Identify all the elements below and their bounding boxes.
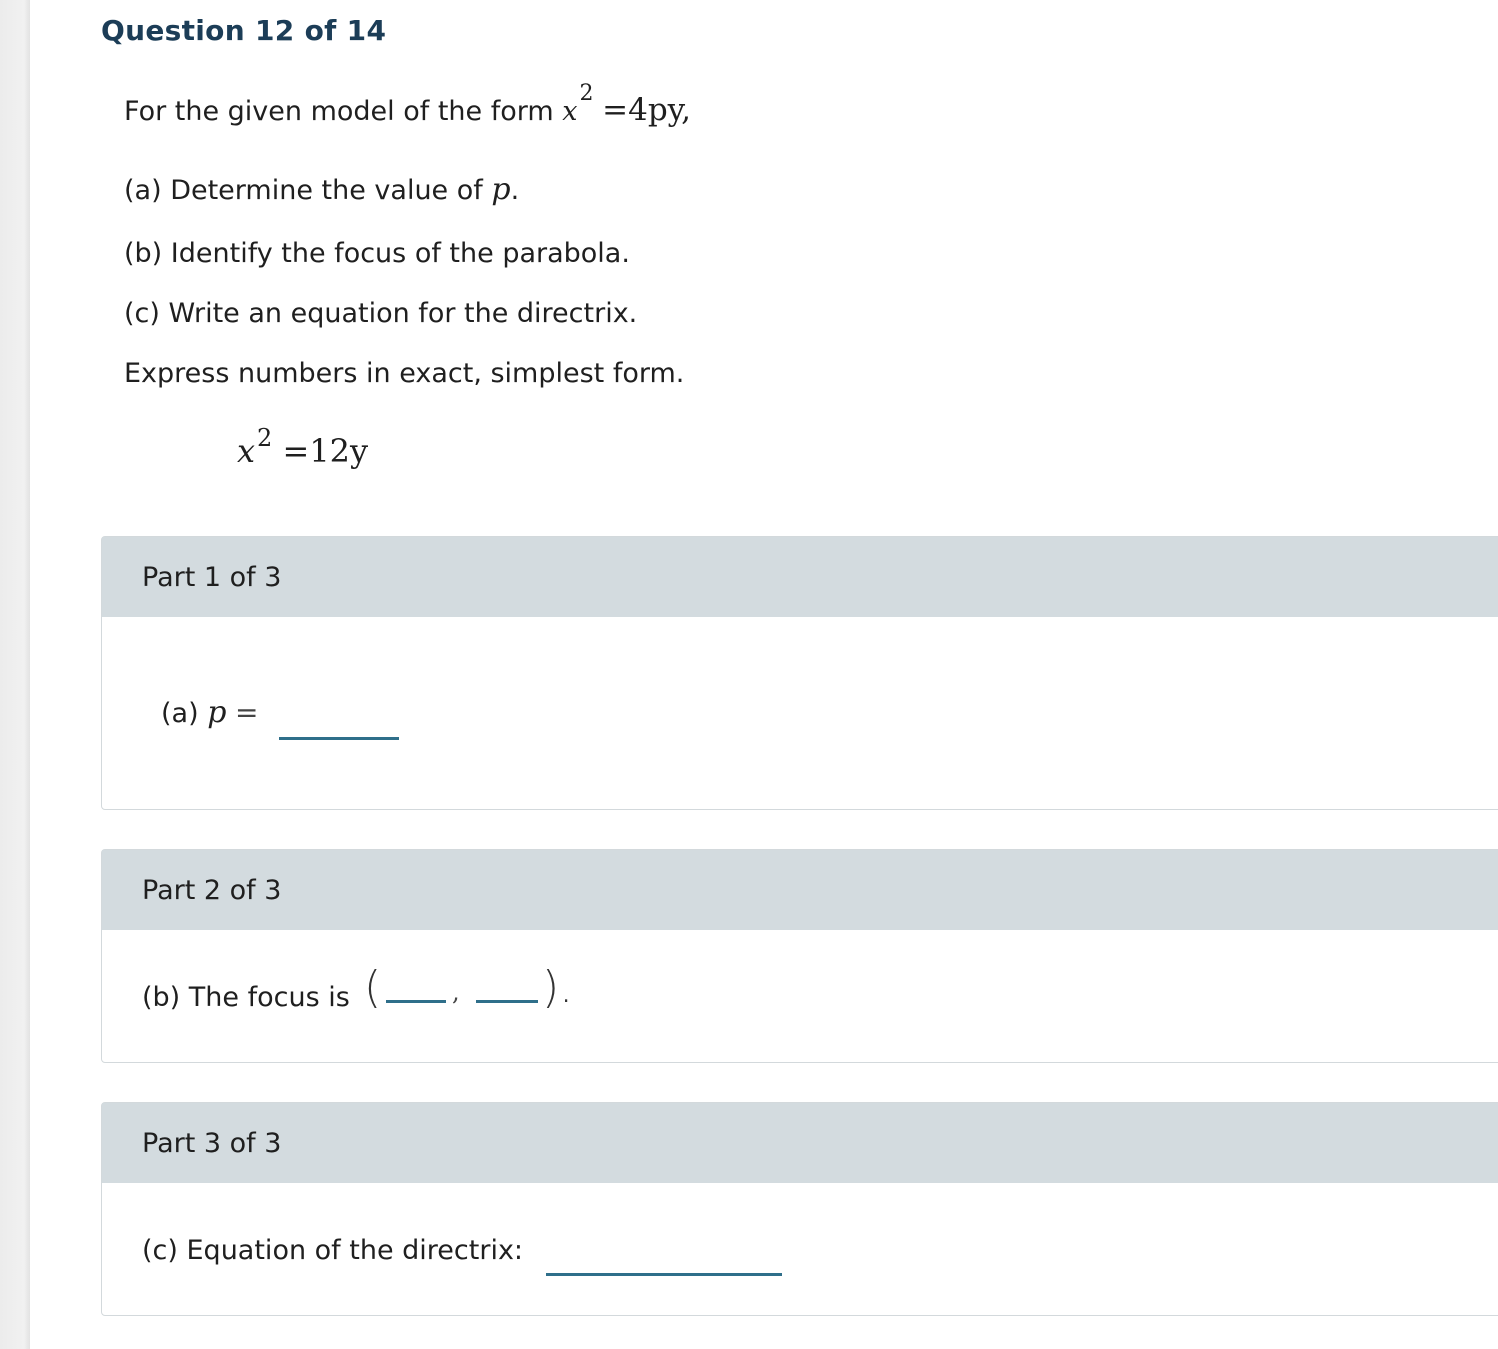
part-1-panel [101, 536, 1498, 810]
part-1-label-eq: = [235, 696, 259, 729]
equation-lhs: x [237, 432, 256, 470]
part-2-label: (b) The focus is [142, 982, 350, 1013]
part-c-prompt: (c) Write an equation for the directrix. [124, 298, 638, 329]
intro-line [124, 81, 691, 128]
equation-exponent: 2 [257, 424, 273, 452]
focus-x-input[interactable] [386, 980, 446, 1003]
part-1-label-prefix: (a) [161, 698, 199, 729]
question-title: Question 12 of 14 [101, 14, 387, 47]
intro-text: For the given model of the form [124, 96, 554, 127]
equation-rhs: =12y [282, 432, 369, 470]
part-3-panel [101, 1102, 1498, 1316]
part-a-prompt-var: p [491, 172, 511, 207]
part-1-label [161, 695, 259, 730]
form-rhs: =4py, [602, 92, 691, 128]
directrix-answer-input[interactable] [546, 1251, 782, 1276]
part-1-header: Part 1 of 3 [102, 537, 1498, 617]
part-2-header: Part 2 of 3 [102, 850, 1498, 930]
given-equation [237, 424, 369, 470]
form-exponent: 2 [579, 81, 594, 106]
focus-comma: , [452, 978, 460, 1006]
part-2-panel [101, 849, 1498, 1063]
left-rail [0, 0, 30, 1349]
form-lhs: x [562, 96, 578, 127]
part-a-prompt [124, 172, 519, 207]
part-1-label-var: p [207, 695, 227, 730]
part-a-prompt-prefix: (a) Determine the value of [124, 175, 483, 206]
instruction-text: Express numbers in exact, simplest form. [124, 358, 685, 389]
focus-open-paren: ( [364, 962, 382, 1013]
focus-close-paren: ). [542, 962, 574, 1013]
part-1-answer-input[interactable] [279, 715, 399, 740]
part-3-header: Part 3 of 3 [102, 1103, 1498, 1183]
part-b-prompt: (b) Identify the focus of the parabola. [124, 238, 630, 269]
part-a-prompt-suffix: . [510, 175, 520, 206]
focus-y-input[interactable] [476, 980, 538, 1003]
part-3-label: (c) Equation of the directrix: [142, 1235, 524, 1266]
